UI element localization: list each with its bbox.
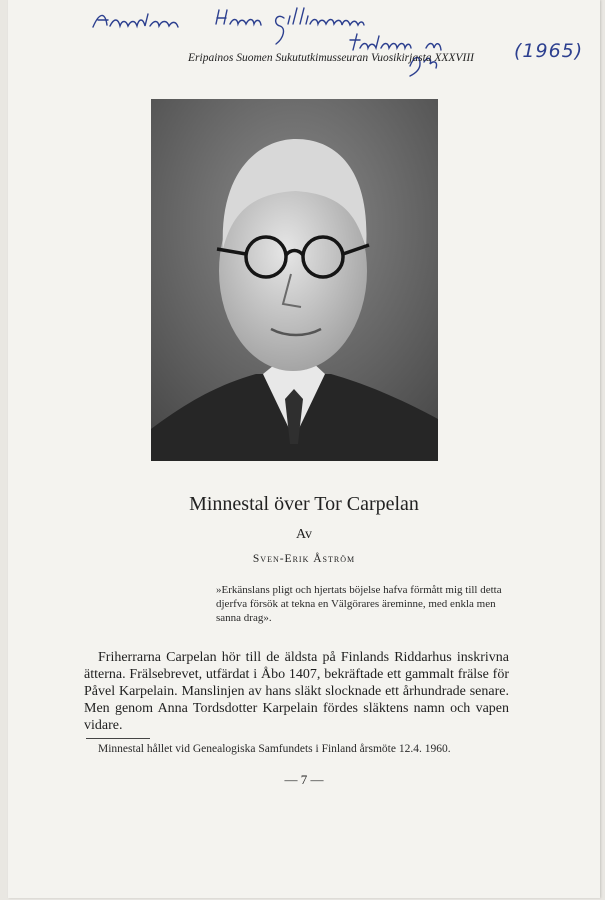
document-page — [8, 0, 600, 898]
epigraph-quote: »Erkänslans pligt och hjertats böjelse hafva förmått mig till detta djerfva försök at tekna en Välgörares äreminne, med enkla men sanna drag». — [216, 584, 502, 624]
body-paragraph: Friherrarna Carpelan hör till de äldsta på Finlands Riddarhus inskrivna ätterna. Frälsebrevet, utfärdat i Åbo 1407, bekräftade ett gammalt frälse för Påvel Karpelain. Manslinjen av hans släkt slocknade ett århundrade senare. Men genom Anna Tordsdotter Karpelain fördes släktens namn och vapen vidare. — [84, 650, 509, 733]
handwritten-year-note: (1965) — [514, 40, 584, 62]
article-title: Minnestal över Tor Carpelan — [189, 493, 419, 515]
page-number: — 7 — — [284, 772, 324, 787]
footnote: Minnestal hållet vid Genealogiska Samfundets i Finland årsmöte 12.4. 1960. — [98, 743, 451, 755]
footnote-divider — [86, 738, 150, 739]
portrait-photo — [151, 99, 438, 461]
handwritten-inscription — [88, 2, 508, 82]
author-name: Sven-Erik Åström — [252, 553, 356, 565]
offprint-header: Eripainos Suomen Sukututkimusseuran Vuosikirjasta XXXVIII — [188, 52, 474, 64]
byline-av: Av — [295, 527, 313, 542]
